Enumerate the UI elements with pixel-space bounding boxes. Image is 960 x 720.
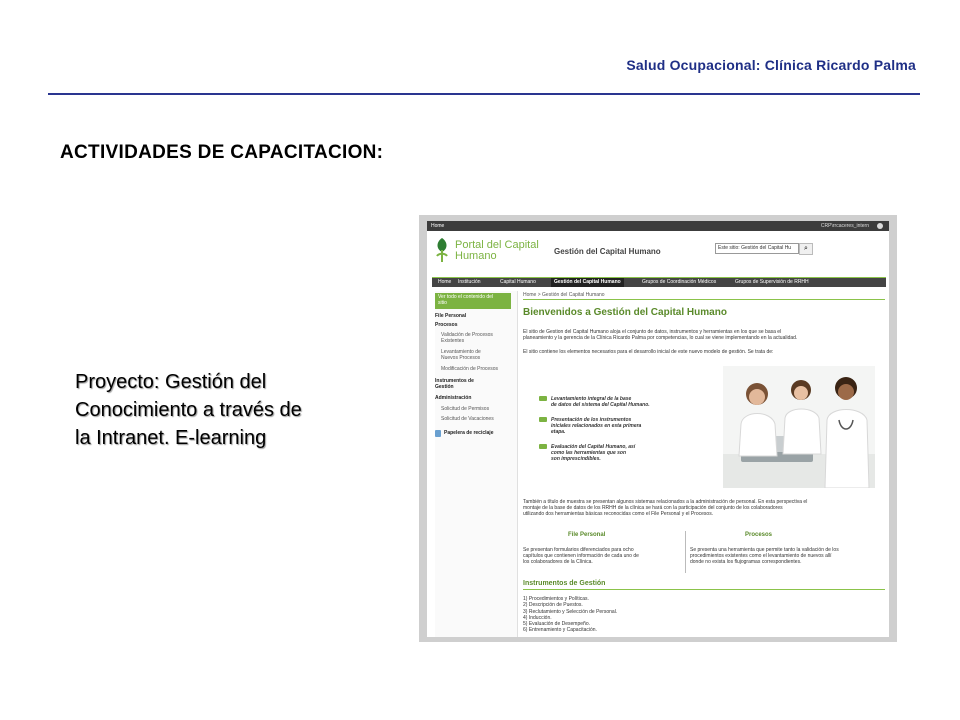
file-personal-description	[523, 547, 663, 565]
description-line: Se presenta una herramienta que permite tanto la validación de los	[690, 547, 839, 553]
quick-launch-sidebar	[435, 291, 518, 637]
sidebar-item-file-personal[interactable]: File Personal	[435, 313, 467, 319]
help-icon[interactable]	[877, 223, 883, 229]
intranet-screenshot	[419, 215, 897, 642]
bullet-line: iniciales relacionados en esta primera	[551, 423, 642, 429]
sidebar-item-papelera[interactable]: Papelera de reciclaje	[444, 430, 494, 436]
main-content	[523, 291, 885, 637]
nav-capital-humano[interactable]: Capital Humano	[500, 279, 536, 285]
intro-line: El sitio de Gestion del Capital Humano aloja el conjunto de datos, instrumentos y herramientas en los que se basa el	[523, 329, 782, 335]
bullet-line: etapa.	[551, 429, 566, 435]
portal-name	[455, 240, 539, 262]
procesos-description	[690, 547, 885, 565]
recycle-bin-icon	[435, 430, 441, 437]
top-navigation	[432, 277, 886, 287]
portal-name-line: Humano	[455, 250, 497, 262]
page-title: Bienvenidos a Gestión del Capital Humano	[523, 307, 727, 318]
sidebar-item-label: Existentes	[441, 338, 465, 344]
sidebar-item-label: Nuevos Procesos	[441, 355, 481, 361]
search-button[interactable]	[799, 243, 813, 255]
view-all-line: Ver todo el contenido del	[438, 294, 494, 300]
intro-paragraph-2: El sitio contiene los elementos necesarios para el desarrollo inicial de este nuevo modelo de gestión. Se trata de:	[523, 349, 774, 355]
bullet-line: Presentación de los instrumentos	[551, 417, 632, 423]
sidebar-item-modificacion[interactable]: Modificación de Procesos	[441, 366, 498, 372]
systems-line: También a título de muestra se presentan algunos sistemas relacionados a la administración de personal. En esta perspectiva el	[523, 499, 808, 505]
file-personal-title[interactable]: File Personal	[568, 532, 606, 538]
bullet-line: de datos del sistema del Capital Humano.	[551, 402, 650, 408]
sidebar-item-vacaciones[interactable]: Solicitud de Vacaciones	[441, 416, 494, 422]
bullet-line: como las herramientas que son	[551, 450, 627, 456]
header-title: Salud Ocupacional: Clínica Ricardo Palma	[626, 57, 916, 73]
project-line: Proyecto: Gestión del	[75, 371, 267, 393]
sidebar-item-validacion[interactable]	[441, 332, 493, 344]
sidebar-item-procesos[interactable]: Procesos	[435, 322, 458, 328]
systems-line: montaje de la base de datos de los RRHH de la clínica se hará con la participación del conjunto de los colaboradores	[523, 505, 783, 511]
feature-bullets	[539, 396, 689, 471]
bullet-line: son imprescindibles.	[551, 456, 601, 462]
procesos-title[interactable]: Procesos	[745, 532, 773, 538]
portal-logo-icon	[435, 238, 449, 264]
nav-gestion-capital-humano[interactable]: Gestión del Capital Humano	[551, 278, 624, 287]
nav-home[interactable]: Home	[438, 279, 452, 285]
intro-paragraph	[523, 329, 797, 341]
topbar-user[interactable]: CRP\rrcaceres_intern	[820, 223, 869, 229]
view-all-line: sitio	[438, 300, 447, 306]
sidebar-item-label: Levantamiento de	[441, 349, 481, 355]
project-line: la Intranet. E-learning	[75, 427, 267, 449]
nav-grupos-coordinacion[interactable]: Grupos de Coordinación Médicos	[642, 279, 717, 285]
list-item[interactable]: 2) Descripción de Puestos.	[523, 602, 583, 609]
sidebar-item-instrumentos[interactable]	[435, 378, 474, 390]
bullet-icon	[539, 417, 547, 422]
sidebar-item-label: Validación de Procesos	[441, 332, 493, 338]
breadcrumb[interactable]: Home > Gestión del Capital Humano	[523, 292, 605, 298]
intranet-topbar	[427, 221, 889, 231]
search-scope-select[interactable]: Este sitio: Gestión del Capital Hu	[715, 243, 799, 254]
systems-line: utilizando dos herramientas básicas reconocidas como el File Personal y el Procesos.	[523, 511, 714, 517]
sidebar-item-administracion[interactable]: Administración	[435, 395, 472, 401]
sidebar-item-label: Gestión	[435, 384, 454, 390]
nav-grupos-supervision[interactable]: Grupos de Supervisión de RRHH	[735, 279, 809, 285]
systems-paragraph	[523, 499, 807, 517]
section-title: ACTIVIDADES DE CAPACITACION:	[60, 142, 384, 163]
bullet-icon	[539, 444, 547, 449]
bullet-icon	[539, 396, 547, 401]
instrumentos-list	[523, 596, 617, 634]
bullet-line: Levantamiento integral de la base	[551, 396, 632, 402]
bullet-line: Evaluación del Capital Humano, así	[551, 444, 636, 450]
list-item	[539, 396, 689, 408]
description-line: Se presentan formularios diferenciados para ocho	[523, 547, 634, 553]
column-divider	[685, 531, 686, 573]
list-item[interactable]: 1) Procedimientos y Políticas.	[523, 596, 589, 602]
list-item[interactable]: 5) Evaluación de Desempeño.	[523, 621, 590, 628]
site-name: Gestión del Capital Humano	[554, 247, 661, 256]
topbar-home-link[interactable]: Home	[431, 223, 445, 229]
intranet-page	[427, 221, 889, 637]
list-item[interactable]: 3) Reclutamiento y Selección de Personal.	[523, 608, 618, 615]
portal-name-line: Portal del Capital	[455, 239, 539, 251]
nav-institucion[interactable]: Institución	[458, 279, 481, 285]
instrumentos-title: Instrumentos de Gestión	[523, 580, 606, 587]
description-line: donde no exista los flujogramas correspondientes.	[690, 559, 802, 565]
sidebar-item-permisos[interactable]: Solicitud de Permisos	[441, 406, 490, 412]
header-divider	[48, 93, 920, 95]
list-item	[539, 417, 689, 435]
description-line: los colaboradores de la Clínica.	[523, 559, 593, 565]
instrumentos-divider	[523, 589, 885, 590]
sidebar-item-levantamiento[interactable]	[441, 349, 481, 361]
search-icon: ⌕	[804, 245, 808, 252]
description-line: procedimientos existentes como el levantamiento de nuevos allí	[690, 553, 832, 559]
medical-staff-photo	[723, 366, 875, 488]
breadcrumb-divider	[523, 299, 885, 300]
project-line: Conocimiento a través de	[75, 399, 302, 421]
view-all-content-link[interactable]	[435, 293, 511, 309]
list-item	[539, 444, 689, 462]
list-item[interactable]: 6) Entrenamiento y Capacitación.	[523, 627, 597, 634]
list-item[interactable]: 4) Inducción.	[523, 614, 552, 621]
intro-line: planeamiento y la gerencia de la Clínica Ricardo Palma por competencias, lo cual se viene implementando en la actualidad.	[523, 335, 798, 341]
project-description	[75, 368, 375, 452]
description-line: capítulos que contienen información de cada uno de	[523, 553, 639, 559]
sidebar-item-label: Instrumentos de	[435, 378, 474, 384]
